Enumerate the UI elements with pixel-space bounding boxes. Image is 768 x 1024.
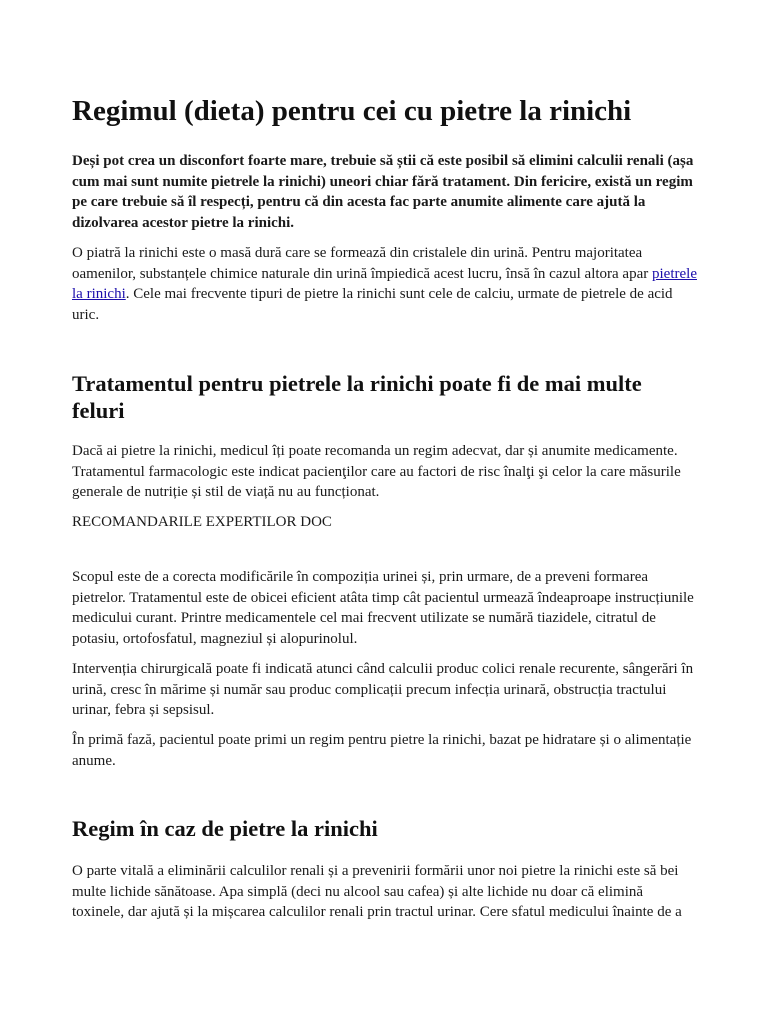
section-2-heading: Regim în caz de pietre la rinichi xyxy=(72,816,378,841)
section-1-paragraph-2: Scopul este de a corecta modificările în compoziția urinei și, prin urmare, de a preveni formarea pietrelor. Tratamentul este de obicei eficient atâta timp cât pacientul urmează îndeaproape instrucțiunile medicului curant. Printre medicamentele cel mai frecvent utilizate se numără tiazidele, citratul de potasiu, ortofosfatul, magneziul și alopurinolul. xyxy=(72,569,694,647)
paragraph-block-1 xyxy=(72,243,698,325)
section-1-p4-block xyxy=(72,730,698,771)
section-1-p3-block xyxy=(72,659,698,721)
section-1-heading: Tratamentul pentru pietrele la rinichi poate fi de mai multe feluri xyxy=(72,371,642,423)
paragraph-1 xyxy=(72,243,698,325)
page-title: Regimul (dieta) pentru cei cu pietre la rinichi xyxy=(72,95,632,127)
section-1-paragraph-3: Intervenția chirurgicală poate fi indicată atunci când calculii produc colici renale recurente, sângerări în urină, cresc în mărime și număr sau produc complicații precum infecția urinară, obstrucția tractului urinar, febra și sepsisul. xyxy=(72,661,694,718)
section-1-header-block xyxy=(72,370,698,424)
section-1-p1-block xyxy=(72,441,698,503)
recommendations-label: RECOMANDARILE EXPERTILOR DOC xyxy=(72,514,332,530)
paragraph-1-text-a: O piatră la rinichi este o masă dură care se formează din cristalele din urină. Pentru majoritatea oamenilor, substanțele chimice naturale din urină împiedică acest lucru, însă în cazul altora apar xyxy=(72,245,652,282)
section-2-paragraph-1: O parte vitală a eliminării calculilor renali și a prevenirii formării unor noi pietre la rinichi este să bei multe lichide sănătoase. Apa simplă (deci nu alcool sau cafea) și alte lichide nu doar că elimină toxinele, dar ajută și la mișcarea calculilor renali prin tractul urinar. Cere sfatul medicului înainte de a xyxy=(72,863,682,920)
intro-block xyxy=(72,151,698,233)
section-2-p1-block xyxy=(72,861,698,923)
section-1-paragraph-4: În primă fază, pacientul poate primi un regim pentru pietre la rinichi, bazat pe hidratare și o alimentație anume. xyxy=(72,732,692,769)
kidney-stones-link[interactable]: pietrele la rinichi xyxy=(72,265,697,302)
section-2-header-block xyxy=(72,815,698,842)
section-1-p2-block xyxy=(72,567,698,649)
paragraph-1-text-b: . Cele mai frecvente tipuri de pietre la rinichi sunt cele de calciu, urmate de pietrele de acid uric. xyxy=(72,286,673,323)
section-1-paragraph-1: Dacă ai pietre la rinichi, medicul îți poate recomanda un regim adecvat, dar și anumite medicamente. Tratamentul farmacologic este indicat pacienţilor care au factori de risc înalţi şi celor la care măsurile generale de nutriție și stil de viață nu au funcționat. xyxy=(72,443,681,500)
intro-paragraph: Deși pot crea un disconfort foarte mare, trebuie să știi că este posibil să elimini calculii renali (așa cum mai sunt numite pietrele la rinichi) uneori chiar fără tratament. Din fericire, există un regim pe care trebuie să îl respecți, pentru că din acesta fac parte anumite alimente care ajută la dizolvarea acestor pietre la rinichi. xyxy=(72,153,694,231)
recommend-block xyxy=(72,512,698,533)
